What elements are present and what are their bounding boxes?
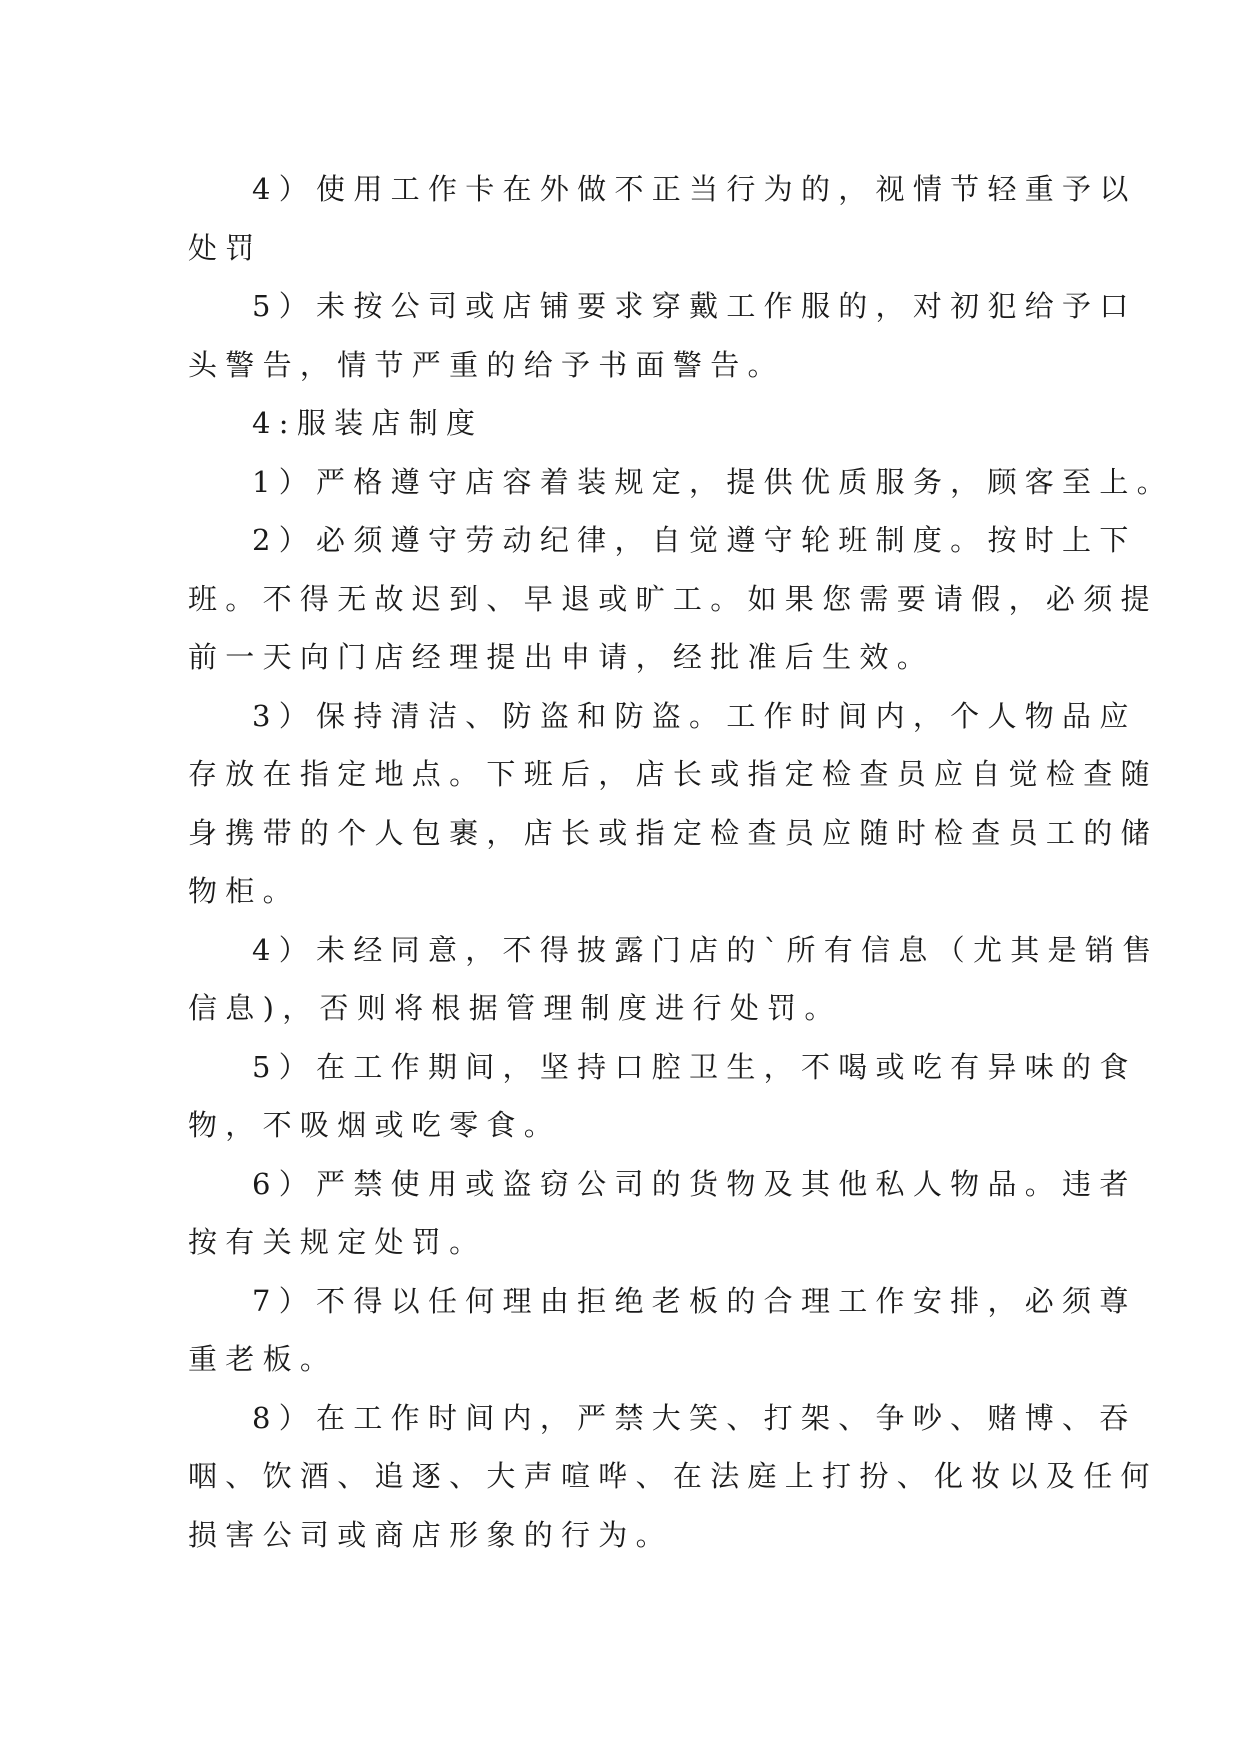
document-body [188,160,1174,1564]
paragraph-line: 4）使用工作卡在外做不正当行为的，视情节轻重予以 [252,172,1137,206]
paragraph-rule-8 [188,1389,1158,1565]
paragraph-line: 头警告，情节严重的给予书面警告。 [188,347,785,382]
paragraph-rule-3 [188,687,1158,921]
paragraph-line: 3）保持清洁、防盗和防盗。工作时间内，个人物品应 [252,698,1137,733]
paragraph-line: 2）必须遵守劳动纪律，自觉遵守轮班制度。按时上下 [252,523,1137,557]
paragraph-rule-7 [188,1272,1137,1389]
paragraph-rule-6 [188,1155,1137,1272]
paragraph-rule-1 [188,453,1174,512]
paragraph-line: 7）不得以任何理由拒绝老板的合理工作安排，必须尊 [252,1283,1137,1318]
paragraph-line: 存放在指定地点。下班后，店长或指定检查员应自觉检查随 [188,757,1158,791]
paragraph-line: 按有关规定处罚。 [188,1225,487,1259]
paragraph-line: 8）在工作时间内，严禁大笑、打架、争吵、赌博、吞 [252,1400,1137,1435]
paragraph-line: 重老板。 [188,1342,338,1376]
paragraph-line: 损害公司或商店形象的行为。 [188,1517,673,1552]
paragraph-line: 班。不得无故迟到、早退或旷工。如果您需要请假，必须提 [188,581,1158,616]
paragraph-line: 信息)，否则将根据管理制度进行处罚。 [188,991,842,1025]
paragraph-line: 身携带的个人包裹，店长或指定检查员应随时检查员工的储 [188,815,1158,850]
paragraph-line: 物，不吸烟或吃零食。 [188,1108,562,1142]
paragraph-item-5-uniform [188,277,1137,394]
paragraph-item-4-work-card [188,160,1137,277]
paragraph-line: 5）在工作期间，坚持口腔卫生，不喝或吃有异味的食 [252,1049,1137,1084]
paragraph-line: 6）严禁使用或盗窃公司的货物及其他私人物品。违者 [252,1166,1137,1201]
section-heading-clothing-store-rules [188,394,1068,453]
paragraph-rule-5 [188,1038,1137,1155]
paragraph-line: 4）未经同意，不得披露门店的`所有信息（尤其是销售 [252,932,1160,967]
paragraph-line: 前一天向门店经理提出申请，经批准后生效。 [188,640,935,674]
paragraph-line: 1）严格遵守店容着装规定，提供优质服务，顾客至上。 [252,464,1174,499]
paragraph-line: 处罚 [188,230,263,265]
paragraph-line: 咽、饮酒、追逐、大声喧哗、在法庭上打扮、化妆以及任何 [188,1459,1158,1493]
paragraph-line: 物柜。 [188,874,300,908]
paragraph-rule-4 [188,921,1160,1038]
paragraph-line: 5）未按公司或店铺要求穿戴工作服的，对初犯给予口 [252,289,1137,323]
section-heading: 4:服装店制度 [252,406,484,440]
paragraph-rule-2 [188,511,1158,687]
